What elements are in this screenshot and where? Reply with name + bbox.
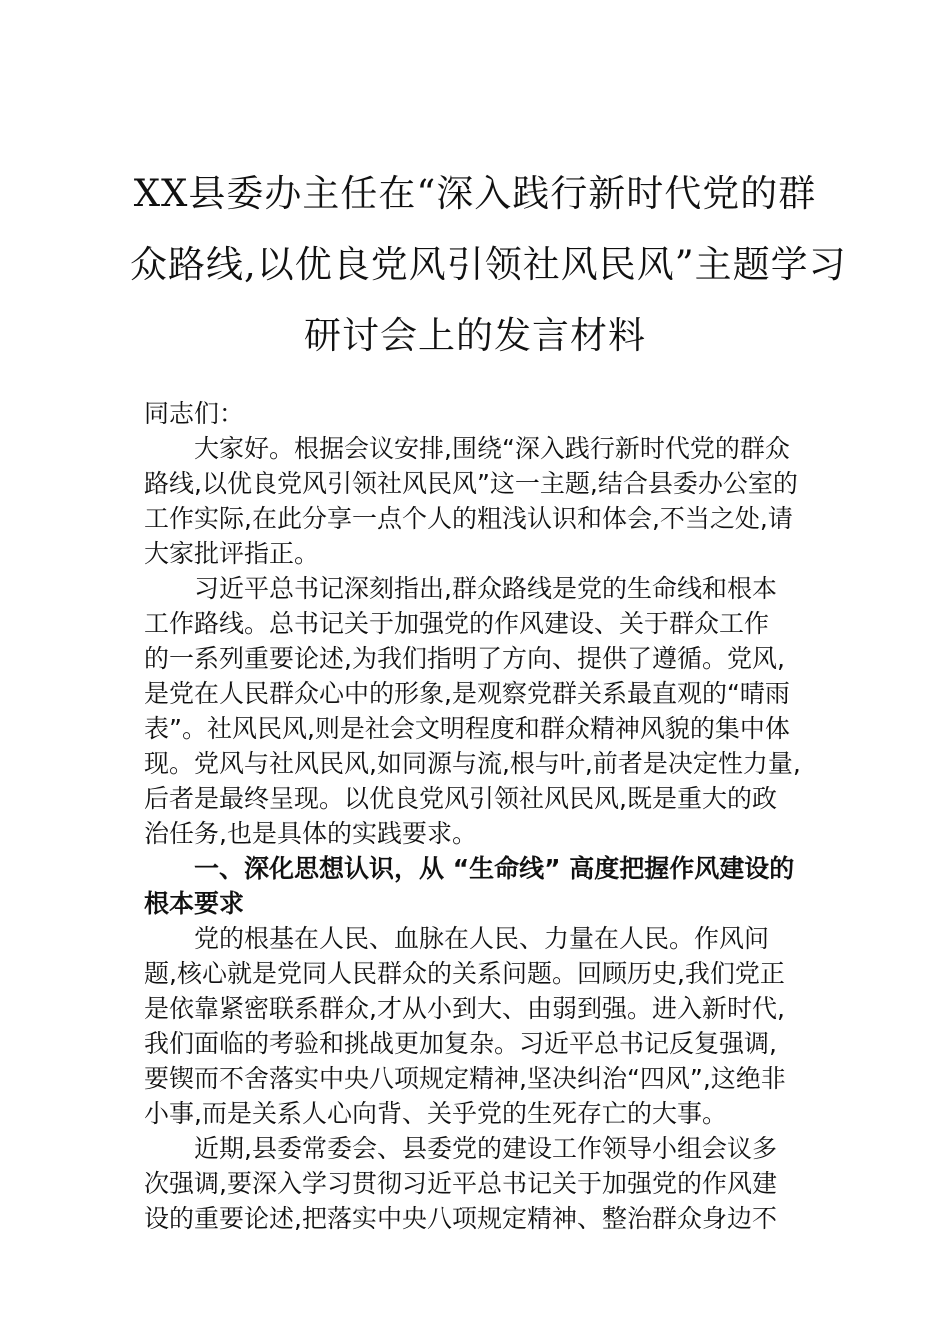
heading-line: 一、深化思想认识，从 “生命线” 高度把握作风建设的 <box>194 854 795 883</box>
paragraph-line: 现。党风与社风民风,如同源与流,根与叶,前者是决定性力量, <box>144 749 801 778</box>
heading-line: 根本要求 <box>144 889 245 918</box>
paragraph-line: 小事,而是关系人心向背、关乎党的生死存亡的大事。 <box>144 1099 727 1128</box>
paragraph-line: 次强调,要深入学习贯彻习近平总书记关于加强党的作风建 <box>144 1169 777 1198</box>
paragraph-line: 设的重要论述,把落实中央八项规定精神、整治群众身边不 <box>144 1204 777 1233</box>
salutation: 同志们： <box>144 399 245 428</box>
paragraph-line: 表”。社风民风,则是社会文明程度和群众精神风貌的集中体 <box>144 714 790 743</box>
paragraph-intro <box>144 571 816 851</box>
paragraph-line: 大家好。根据会议安排,围绕“深入践行新时代党的群众 <box>194 434 790 463</box>
paragraph-section-2 <box>144 1131 816 1236</box>
paragraph-line: 大家批评指正。 <box>144 539 320 568</box>
section-heading <box>144 851 816 921</box>
paragraph-line: 题,核心就是党同人民群众的关系问题。回顾历史,我们党正 <box>144 959 785 988</box>
paragraph-line: 路线,以优良党风引领社风民风”这一主题,结合县委办公室的 <box>144 469 798 498</box>
paragraph-greeting <box>144 431 816 571</box>
paragraph-line: 习近平总书记深刻指出,群众路线是党的生命线和根本 <box>194 574 777 603</box>
paragraph-line: 工作路线。总书记关于加强党的作风建设、关于群众工作 <box>144 609 770 638</box>
paragraph-section-1 <box>144 921 816 1131</box>
paragraph-line: 后者是最终呈现。以优良党风引领社风民风,既是重大的政 <box>144 784 777 813</box>
paragraph-line: 我们面临的考验和挑战更加复杂。习近平总书记反复强调, <box>144 1029 777 1058</box>
paragraph-line: 是党在人民群众心中的形象,是观察党群关系最直观的“晴雨 <box>144 679 790 708</box>
paragraph-line: 要锲而不舍落实中央八项规定精神,坚决纠治“四风”,这绝非 <box>144 1064 786 1093</box>
paragraph-line: 党的根基在人民、血脉在人民、力量在人民。作风问 <box>194 924 770 953</box>
paragraph-line: 治任务,也是具体的实践要求。 <box>144 819 477 848</box>
document-body <box>144 396 816 1236</box>
paragraph-line: 工作实际,在此分享一点个人的粗浅认识和体会,不当之处,请 <box>144 504 793 533</box>
paragraph-line: 的一系列重要论述,为我们指明了方向、提供了遵循。党风, <box>144 644 785 673</box>
document-title <box>130 158 847 371</box>
paragraph-line: 是依靠紧密联系群众,才从小到大、由弱到强。进入新时代, <box>144 994 785 1023</box>
title-line: 研讨会上的发言材料 <box>304 314 646 357</box>
title-line: XX县委办主任在“深入践行新时代党的群 <box>133 172 817 215</box>
paragraph-line: 近期,县委常委会、县委党的建设工作领导小组会议多 <box>194 1134 777 1163</box>
title-line: 众路线,以优良党风引领社风民风”主题学习 <box>130 243 847 286</box>
